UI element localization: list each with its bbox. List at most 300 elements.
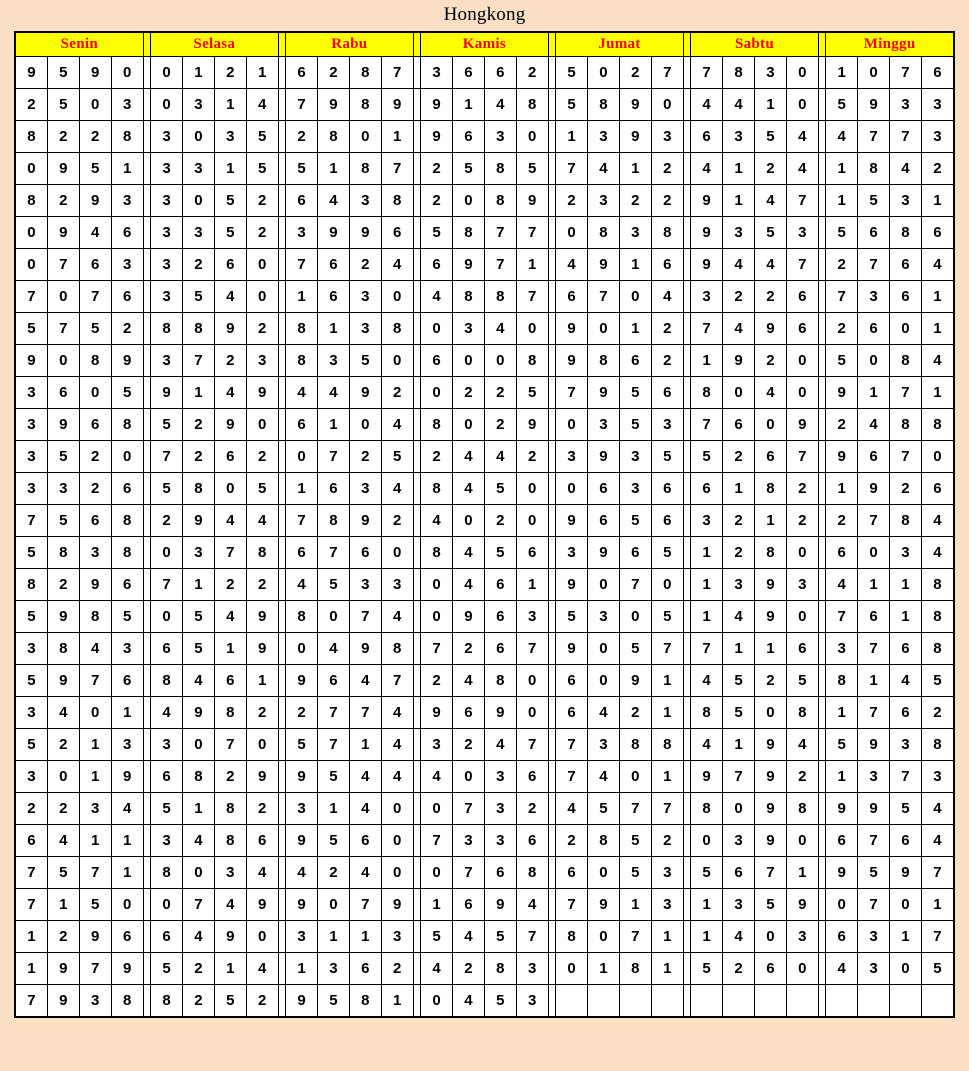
digit-cell: 6 bbox=[921, 57, 953, 89]
digit-cell: 0 bbox=[246, 249, 278, 281]
digit-cell: 5 bbox=[484, 473, 516, 505]
cell-gap bbox=[548, 281, 555, 313]
digit-cell: 9 bbox=[556, 505, 588, 537]
digit-cell: 0 bbox=[47, 345, 79, 377]
digit-cell: 3 bbox=[651, 409, 683, 441]
digit-cell: 6 bbox=[151, 633, 183, 665]
column-gap bbox=[683, 33, 690, 57]
cell-gap bbox=[143, 697, 150, 729]
digit-cell: 5 bbox=[16, 601, 48, 633]
digit-cell bbox=[651, 985, 683, 1017]
digit-cell: 5 bbox=[246, 153, 278, 185]
digit-cell: 8 bbox=[381, 313, 413, 345]
digit-cell: 8 bbox=[79, 345, 111, 377]
digit-cell: 9 bbox=[619, 121, 651, 153]
digit-cell: 1 bbox=[691, 601, 723, 633]
digit-cell: 8 bbox=[754, 473, 786, 505]
digit-cell: 6 bbox=[921, 217, 953, 249]
digit-cell: 7 bbox=[786, 249, 818, 281]
cell-gap bbox=[818, 985, 825, 1017]
digit-cell: 3 bbox=[889, 729, 921, 761]
digit-cell: 9 bbox=[286, 985, 318, 1017]
digit-cell: 3 bbox=[286, 217, 318, 249]
digit-cell: 7 bbox=[214, 537, 246, 569]
digit-cell: 0 bbox=[516, 665, 548, 697]
digit-cell: 3 bbox=[214, 857, 246, 889]
digit-cell: 9 bbox=[182, 697, 214, 729]
digit-cell: 4 bbox=[921, 825, 953, 857]
digit-cell bbox=[858, 985, 890, 1017]
digit-cell: 5 bbox=[691, 857, 723, 889]
cell-gap bbox=[548, 985, 555, 1017]
digit-cell: 2 bbox=[47, 921, 79, 953]
cell-gap bbox=[683, 217, 690, 249]
digit-cell: 7 bbox=[691, 57, 723, 89]
digit-cell: 3 bbox=[47, 473, 79, 505]
digit-cell: 9 bbox=[588, 249, 620, 281]
digit-cell: 3 bbox=[151, 217, 183, 249]
digit-cell: 8 bbox=[889, 345, 921, 377]
digit-cell: 2 bbox=[786, 473, 818, 505]
digit-cell: 7 bbox=[47, 313, 79, 345]
cell-gap bbox=[548, 57, 555, 89]
digit-cell: 8 bbox=[588, 345, 620, 377]
table-row bbox=[16, 441, 954, 473]
digit-cell: 6 bbox=[111, 665, 143, 697]
digit-cell: 9 bbox=[723, 345, 755, 377]
cell-gap bbox=[413, 569, 420, 601]
cell-gap bbox=[683, 409, 690, 441]
digit-cell: 0 bbox=[889, 953, 921, 985]
cell-gap bbox=[818, 57, 825, 89]
cell-gap bbox=[548, 793, 555, 825]
digit-cell: 7 bbox=[858, 505, 890, 537]
cell-gap bbox=[818, 793, 825, 825]
digit-cell: 5 bbox=[691, 953, 723, 985]
digit-cell: 7 bbox=[516, 921, 548, 953]
digit-cell: 1 bbox=[691, 889, 723, 921]
results-table bbox=[15, 32, 954, 1017]
digit-cell: 8 bbox=[826, 665, 858, 697]
digit-cell: 6 bbox=[214, 249, 246, 281]
digit-cell: 0 bbox=[452, 409, 484, 441]
digit-cell: 0 bbox=[214, 473, 246, 505]
digit-cell: 3 bbox=[16, 409, 48, 441]
cell-gap bbox=[143, 185, 150, 217]
table-row bbox=[16, 313, 954, 345]
digit-cell: 7 bbox=[889, 377, 921, 409]
digit-cell: 3 bbox=[588, 409, 620, 441]
digit-cell: 1 bbox=[858, 569, 890, 601]
digit-cell: 6 bbox=[111, 473, 143, 505]
digit-cell: 5 bbox=[619, 409, 651, 441]
digit-cell: 8 bbox=[349, 985, 381, 1017]
digit-cell: 9 bbox=[151, 377, 183, 409]
cell-gap bbox=[278, 697, 285, 729]
digit-cell: 6 bbox=[516, 825, 548, 857]
digit-cell: 5 bbox=[619, 633, 651, 665]
digit-cell: 2 bbox=[484, 377, 516, 409]
page-title: Hongkong bbox=[443, 4, 526, 25]
digit-cell: 2 bbox=[651, 345, 683, 377]
digit-cell: 9 bbox=[47, 985, 79, 1017]
digit-cell: 0 bbox=[786, 345, 818, 377]
digit-cell: 2 bbox=[754, 153, 786, 185]
digit-cell: 3 bbox=[16, 697, 48, 729]
digit-cell: 9 bbox=[754, 729, 786, 761]
digit-cell: 7 bbox=[182, 345, 214, 377]
digit-cell: 8 bbox=[452, 281, 484, 313]
digit-cell: 5 bbox=[889, 793, 921, 825]
digit-cell: 9 bbox=[858, 729, 890, 761]
digit-cell: 7 bbox=[381, 57, 413, 89]
digit-cell: 0 bbox=[786, 825, 818, 857]
digit-cell: 7 bbox=[826, 281, 858, 313]
digit-cell: 1 bbox=[214, 953, 246, 985]
digit-cell: 5 bbox=[484, 985, 516, 1017]
digit-cell: 1 bbox=[619, 889, 651, 921]
digit-cell: 2 bbox=[246, 185, 278, 217]
digit-cell: 0 bbox=[111, 889, 143, 921]
digit-cell: 4 bbox=[921, 345, 953, 377]
digit-cell: 7 bbox=[151, 441, 183, 473]
digit-cell: 5 bbox=[79, 313, 111, 345]
cell-gap bbox=[413, 889, 420, 921]
cell-gap bbox=[818, 345, 825, 377]
digit-cell: 3 bbox=[151, 825, 183, 857]
digit-cell: 9 bbox=[452, 601, 484, 633]
cell-gap bbox=[683, 985, 690, 1017]
digit-cell: 7 bbox=[16, 857, 48, 889]
digit-cell bbox=[889, 985, 921, 1017]
digit-cell: 3 bbox=[151, 249, 183, 281]
digit-cell: 9 bbox=[691, 185, 723, 217]
digit-cell: 4 bbox=[47, 697, 79, 729]
digit-cell: 0 bbox=[556, 953, 588, 985]
cell-gap bbox=[143, 953, 150, 985]
digit-cell: 3 bbox=[79, 537, 111, 569]
digit-cell: 8 bbox=[588, 825, 620, 857]
digit-cell: 1 bbox=[16, 953, 48, 985]
digit-cell: 2 bbox=[723, 537, 755, 569]
digit-cell: 6 bbox=[79, 505, 111, 537]
digit-cell: 2 bbox=[516, 793, 548, 825]
digit-cell: 3 bbox=[182, 537, 214, 569]
digit-cell: 7 bbox=[556, 153, 588, 185]
digit-cell: 8 bbox=[47, 537, 79, 569]
digit-cell: 0 bbox=[246, 281, 278, 313]
digit-cell: 6 bbox=[754, 953, 786, 985]
digit-cell: 0 bbox=[381, 281, 413, 313]
digit-cell: 2 bbox=[286, 121, 318, 153]
cell-gap bbox=[548, 505, 555, 537]
digit-cell: 1 bbox=[111, 697, 143, 729]
cell-gap bbox=[143, 857, 150, 889]
digit-cell: 9 bbox=[47, 953, 79, 985]
digit-cell: 5 bbox=[619, 857, 651, 889]
cell-gap bbox=[278, 569, 285, 601]
digit-cell: 7 bbox=[619, 793, 651, 825]
digit-cell: 9 bbox=[47, 217, 79, 249]
digit-cell: 0 bbox=[691, 825, 723, 857]
digit-cell: 1 bbox=[79, 761, 111, 793]
digit-cell: 7 bbox=[47, 249, 79, 281]
digit-cell: 2 bbox=[214, 569, 246, 601]
digit-cell: 6 bbox=[691, 121, 723, 153]
cell-gap bbox=[143, 473, 150, 505]
digit-cell: 1 bbox=[921, 313, 953, 345]
cell-gap bbox=[143, 377, 150, 409]
cell-gap bbox=[413, 857, 420, 889]
cell-gap bbox=[278, 601, 285, 633]
cell-gap bbox=[683, 601, 690, 633]
column-gap bbox=[278, 33, 285, 57]
digit-cell: 9 bbox=[588, 889, 620, 921]
digit-cell: 1 bbox=[858, 665, 890, 697]
digit-cell: 6 bbox=[619, 345, 651, 377]
digit-cell: 5 bbox=[651, 441, 683, 473]
digit-cell: 5 bbox=[516, 377, 548, 409]
digit-cell: 0 bbox=[151, 889, 183, 921]
digit-cell: 2 bbox=[151, 505, 183, 537]
digit-cell: 8 bbox=[151, 857, 183, 889]
digit-cell: 1 bbox=[588, 953, 620, 985]
digit-cell: 2 bbox=[214, 57, 246, 89]
digit-cell: 2 bbox=[246, 441, 278, 473]
digit-cell: 2 bbox=[516, 441, 548, 473]
cell-gap bbox=[818, 825, 825, 857]
cell-gap bbox=[413, 985, 420, 1017]
digit-cell: 0 bbox=[556, 473, 588, 505]
digit-cell: 5 bbox=[754, 217, 786, 249]
table-row bbox=[16, 729, 954, 761]
digit-cell: 0 bbox=[556, 217, 588, 249]
digit-cell: 9 bbox=[286, 889, 318, 921]
digit-cell: 4 bbox=[381, 249, 413, 281]
digit-cell: 4 bbox=[556, 793, 588, 825]
digit-cell: 6 bbox=[286, 185, 318, 217]
digit-cell: 0 bbox=[47, 761, 79, 793]
table-header bbox=[16, 33, 954, 57]
digit-cell: 5 bbox=[556, 89, 588, 121]
digit-cell: 4 bbox=[317, 633, 349, 665]
digit-cell: 0 bbox=[786, 601, 818, 633]
cell-gap bbox=[683, 121, 690, 153]
digit-cell: 7 bbox=[516, 633, 548, 665]
digit-cell: 0 bbox=[421, 569, 453, 601]
digit-cell: 6 bbox=[214, 665, 246, 697]
digit-cell: 9 bbox=[47, 601, 79, 633]
digit-cell: 0 bbox=[381, 857, 413, 889]
table-row bbox=[16, 377, 954, 409]
cell-gap bbox=[143, 153, 150, 185]
cell-gap bbox=[143, 729, 150, 761]
digit-cell: 8 bbox=[921, 729, 953, 761]
digit-cell: 3 bbox=[111, 89, 143, 121]
digit-cell: 2 bbox=[246, 985, 278, 1017]
digit-cell: 7 bbox=[16, 505, 48, 537]
digit-cell: 0 bbox=[246, 729, 278, 761]
digit-cell: 3 bbox=[651, 889, 683, 921]
digit-cell: 2 bbox=[452, 377, 484, 409]
digit-cell: 4 bbox=[651, 281, 683, 313]
digit-cell: 6 bbox=[381, 217, 413, 249]
cell-gap bbox=[683, 249, 690, 281]
digit-cell: 1 bbox=[79, 729, 111, 761]
digit-cell: 9 bbox=[754, 793, 786, 825]
digit-cell: 4 bbox=[723, 601, 755, 633]
digit-cell: 6 bbox=[16, 825, 48, 857]
digit-cell: 0 bbox=[651, 89, 683, 121]
cell-gap bbox=[278, 313, 285, 345]
digit-cell: 5 bbox=[16, 665, 48, 697]
digit-cell: 7 bbox=[858, 249, 890, 281]
digit-cell: 1 bbox=[619, 153, 651, 185]
digit-cell: 4 bbox=[786, 121, 818, 153]
digit-cell: 4 bbox=[47, 825, 79, 857]
digit-cell: 4 bbox=[921, 793, 953, 825]
digit-cell: 1 bbox=[826, 57, 858, 89]
cell-gap bbox=[413, 953, 420, 985]
digit-cell: 2 bbox=[246, 569, 278, 601]
digit-cell: 7 bbox=[214, 729, 246, 761]
column-header-rabu: Rabu bbox=[286, 33, 414, 57]
digit-cell: 9 bbox=[826, 793, 858, 825]
digit-cell: 7 bbox=[317, 537, 349, 569]
digit-cell: 2 bbox=[182, 441, 214, 473]
digit-cell: 9 bbox=[111, 345, 143, 377]
digit-cell: 1 bbox=[723, 633, 755, 665]
digit-cell: 2 bbox=[381, 953, 413, 985]
digit-cell: 3 bbox=[889, 537, 921, 569]
digit-cell: 0 bbox=[349, 409, 381, 441]
digit-cell: 4 bbox=[921, 249, 953, 281]
digit-cell: 0 bbox=[317, 601, 349, 633]
digit-cell: 5 bbox=[381, 441, 413, 473]
digit-cell: 5 bbox=[16, 729, 48, 761]
digit-cell: 5 bbox=[47, 441, 79, 473]
digit-cell: 8 bbox=[16, 185, 48, 217]
digit-cell: 3 bbox=[858, 281, 890, 313]
cell-gap bbox=[818, 505, 825, 537]
digit-cell: 6 bbox=[889, 249, 921, 281]
digit-cell: 6 bbox=[79, 409, 111, 441]
digit-cell: 1 bbox=[858, 377, 890, 409]
digit-cell: 4 bbox=[246, 505, 278, 537]
digit-cell: 0 bbox=[786, 537, 818, 569]
digit-cell: 3 bbox=[452, 313, 484, 345]
cell-gap bbox=[683, 697, 690, 729]
digit-cell: 4 bbox=[317, 377, 349, 409]
digit-cell: 6 bbox=[723, 409, 755, 441]
cell-gap bbox=[818, 89, 825, 121]
digit-cell: 4 bbox=[452, 441, 484, 473]
digit-cell: 9 bbox=[182, 505, 214, 537]
digit-cell: 6 bbox=[484, 633, 516, 665]
digit-cell: 5 bbox=[651, 537, 683, 569]
digit-cell: 4 bbox=[452, 473, 484, 505]
digit-cell: 8 bbox=[111, 537, 143, 569]
digit-cell: 8 bbox=[921, 601, 953, 633]
digit-cell: 6 bbox=[588, 473, 620, 505]
digit-cell: 9 bbox=[79, 185, 111, 217]
cell-gap bbox=[413, 665, 420, 697]
digit-cell: 1 bbox=[317, 153, 349, 185]
digit-cell: 0 bbox=[786, 57, 818, 89]
digit-cell: 7 bbox=[381, 665, 413, 697]
digit-cell: 9 bbox=[754, 761, 786, 793]
digit-cell: 3 bbox=[381, 569, 413, 601]
digit-cell: 9 bbox=[349, 633, 381, 665]
digit-cell: 4 bbox=[381, 473, 413, 505]
digit-cell: 8 bbox=[349, 57, 381, 89]
digit-cell: 8 bbox=[516, 857, 548, 889]
digit-cell: 6 bbox=[786, 633, 818, 665]
cell-gap bbox=[683, 89, 690, 121]
digit-cell: 3 bbox=[16, 377, 48, 409]
digit-cell: 8 bbox=[516, 345, 548, 377]
digit-cell: 3 bbox=[349, 281, 381, 313]
cell-gap bbox=[683, 889, 690, 921]
digit-cell: 3 bbox=[921, 121, 953, 153]
cell-gap bbox=[683, 793, 690, 825]
digit-cell: 4 bbox=[421, 761, 453, 793]
cell-gap bbox=[278, 729, 285, 761]
cell-gap bbox=[143, 249, 150, 281]
digit-cell bbox=[691, 985, 723, 1017]
digit-cell: 0 bbox=[588, 57, 620, 89]
table-row bbox=[16, 153, 954, 185]
digit-cell: 4 bbox=[588, 761, 620, 793]
cell-gap bbox=[683, 665, 690, 697]
digit-cell: 4 bbox=[484, 441, 516, 473]
digit-cell: 9 bbox=[786, 889, 818, 921]
digit-cell: 0 bbox=[516, 473, 548, 505]
digit-cell: 6 bbox=[421, 249, 453, 281]
digit-cell: 8 bbox=[16, 121, 48, 153]
digit-cell: 3 bbox=[381, 921, 413, 953]
digit-cell: 3 bbox=[452, 825, 484, 857]
digit-cell: 3 bbox=[556, 537, 588, 569]
digit-cell: 1 bbox=[691, 345, 723, 377]
digit-cell: 1 bbox=[723, 153, 755, 185]
cell-gap bbox=[413, 473, 420, 505]
digit-cell: 6 bbox=[556, 697, 588, 729]
digit-cell: 6 bbox=[786, 313, 818, 345]
digit-cell: 9 bbox=[47, 409, 79, 441]
digit-cell: 5 bbox=[619, 825, 651, 857]
digit-cell: 2 bbox=[516, 57, 548, 89]
table-row bbox=[16, 953, 954, 985]
column-header-kamis: Kamis bbox=[421, 33, 549, 57]
digit-cell: 7 bbox=[317, 441, 349, 473]
digit-cell: 6 bbox=[826, 537, 858, 569]
digit-cell: 1 bbox=[182, 377, 214, 409]
digit-cell: 3 bbox=[317, 953, 349, 985]
digit-cell: 0 bbox=[556, 409, 588, 441]
cell-gap bbox=[548, 569, 555, 601]
digit-cell: 5 bbox=[317, 761, 349, 793]
digit-cell: 8 bbox=[182, 761, 214, 793]
digit-cell: 0 bbox=[889, 313, 921, 345]
digit-cell: 0 bbox=[786, 89, 818, 121]
table-header-row bbox=[16, 33, 954, 57]
digit-cell: 8 bbox=[286, 313, 318, 345]
digit-cell: 9 bbox=[691, 761, 723, 793]
digit-cell: 5 bbox=[111, 601, 143, 633]
digit-cell: 7 bbox=[516, 281, 548, 313]
digit-cell: 3 bbox=[588, 729, 620, 761]
